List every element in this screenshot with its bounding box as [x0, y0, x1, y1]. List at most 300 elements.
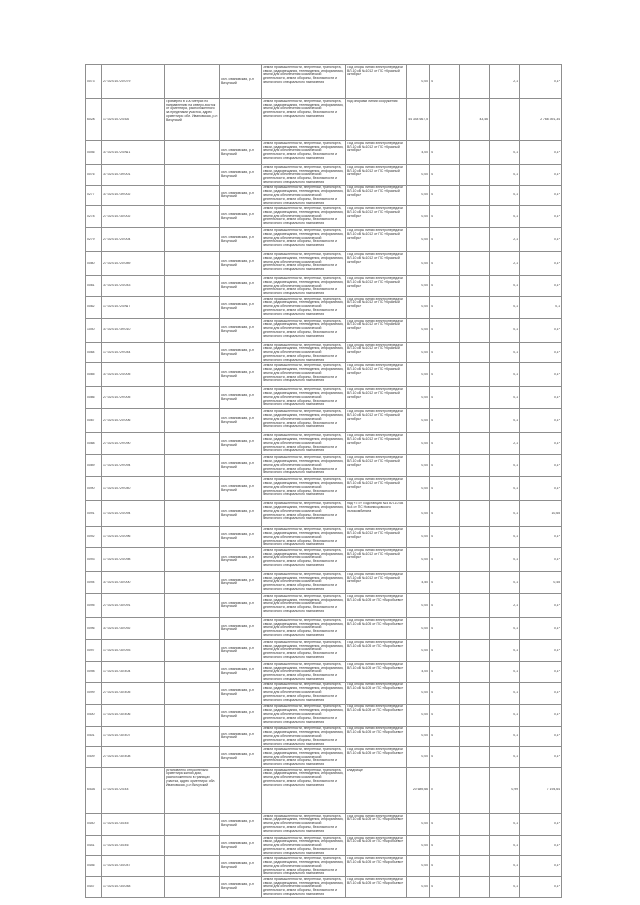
cell-amount-value: 7 194,64: [520, 767, 562, 813]
cell-row-id: 0091: [86, 501, 102, 527]
table-row: [86, 571, 562, 593]
cell-rate-value: 0,1: [490, 276, 520, 297]
cell-rate-value: 0,1: [490, 409, 520, 433]
cell-address-note: [165, 296, 220, 318]
cell-location: обл. Ивановская, р-н Вичугский: [220, 527, 262, 548]
cell-address-note: [165, 455, 220, 477]
cell-rate-value: 2,1: [490, 593, 520, 617]
cell-rate-value: 0,1: [490, 342, 520, 363]
cell-value-3: [460, 228, 490, 252]
cell-location: обл. Ивановская, р-н Вичугский: [220, 639, 262, 661]
cell-land-category: Земли промышленности, энергетики, транспорта, связи, радиовещания, телевидения, информатики, земли для обеспечения космической деятельности, земли обороны, безопасности и земли иного специального назначения: [262, 276, 346, 297]
cell-location: обл. Ивановская, р-н Вичугский: [220, 876, 262, 897]
cell-value-3: [460, 639, 490, 661]
table-row: [86, 501, 562, 527]
table-row: [86, 856, 562, 877]
cell-area-value: 0,00: [407, 639, 430, 661]
table-row: [86, 639, 562, 661]
cell-unit-value: 4: [430, 477, 460, 501]
cell-rate-value: 0,1: [490, 455, 520, 477]
table-row: [86, 661, 562, 682]
cell-area-value: 0,00: [407, 65, 430, 99]
cell-permitted-use: Под опоры линии электропередачи ВЛ-10 кВ №1012 от ПС «Красный октябрь»: [346, 141, 407, 165]
cell-rate-value: 0,1: [490, 876, 520, 897]
cell-address-note: [165, 639, 220, 661]
cell-amount-value: 0,1*: [520, 409, 562, 433]
cell-amount-value: 0,1*: [520, 363, 562, 387]
cell-rate-value: 0,1: [490, 477, 520, 501]
cell-value-3: [460, 856, 490, 877]
cell-permitted-use: Под опоры линии электропередачи ВЛ-10 кВ №1012 от ПС «Красный октябрь»: [346, 527, 407, 548]
cell-rate-value: 0,1: [490, 206, 520, 228]
cell-location: обл. Ивановская, р-н Вичугский: [220, 593, 262, 617]
cell-amount-value: 0,45: [520, 571, 562, 593]
cell-unit-value: 4: [430, 835, 460, 856]
table-row: [86, 547, 562, 571]
cell-location: обл. Ивановская, р-н Вичугский: [220, 571, 262, 593]
cell-address-note: [165, 547, 220, 571]
cell-row-id: 0087: [86, 409, 102, 433]
cell-row-id: 0084: [86, 342, 102, 363]
cell-amount-value: 0,1*: [520, 661, 562, 682]
table-row: [86, 813, 562, 835]
land-parcels-table: [85, 64, 562, 898]
cell-land-category: Земли промышленности, энергетики, транспорта, связи, радиовещания, телевидения, информатики, земли для обеспечения космической деятельности, земли обороны, безопасности и земли иного специального назначения: [262, 228, 346, 252]
table-body: [86, 65, 562, 898]
cell-permitted-use: Под опоры линии электропередачи ВЛ-10 кВ №1012 от ПС «Красный октябрь»: [346, 571, 407, 593]
cell-value-3: [460, 455, 490, 477]
cell-row-id: 0277: [86, 185, 102, 206]
cell-location: обл. Ивановская, р-н Вичугский: [220, 835, 262, 856]
table-row: [86, 185, 562, 206]
table-row: [86, 296, 562, 318]
cell-rate-value: [490, 99, 520, 141]
cell-area-value: 0,00: [407, 165, 430, 186]
cell-amount-value: 0,1*: [520, 65, 562, 99]
table-row: [86, 165, 562, 186]
cell-rate-value: 0,1: [490, 639, 520, 661]
cell-cadastral-number: 27:02:010729:090: [102, 433, 165, 455]
cell-unit-value: 4: [430, 617, 460, 639]
cell-rate-value: 0,1: [490, 185, 520, 206]
cell-row-id: 0085: [86, 363, 102, 387]
cell-row-id: 0401: [86, 726, 102, 747]
cell-value-3: [460, 527, 490, 548]
table-row: [86, 767, 562, 813]
cell-row-id: 0447: [86, 876, 102, 897]
cell-row-id: 0092: [86, 527, 102, 548]
cell-unit-value: 4: [430, 813, 460, 835]
cell-rate-value: 0,1: [490, 856, 520, 877]
cell-address-note: [165, 527, 220, 548]
cell-cadastral-number: 17:02:010724:098: [102, 547, 165, 571]
cell-land-category: Земли промышленности, энергетики, транспорта, связи, радиовещания, телевидения, информатики, земли для обеспечения космической деятельности, земли обороны, безопасности и земли иного специального назначения: [262, 547, 346, 571]
cell-rate-value: 2,1: [490, 228, 520, 252]
cell-area-value: 0,00: [407, 342, 430, 363]
cell-area-value: 4,50: [407, 571, 430, 593]
cell-location: [220, 767, 262, 813]
cell-unit-value: 4: [430, 704, 460, 726]
cell-location: обл. Ивановская, р-н Вичугский: [220, 228, 262, 252]
cell-location: обл. Ивановская, р-н Вичугский: [220, 813, 262, 835]
cell-value-3: [460, 65, 490, 99]
cell-address-note: Примерно в 100 метрах по направлению на северо-восток от ориентира, расположенного за пределами участка, адрес ориентира: обл. Ивановская, р-н Вичугский: [165, 99, 220, 141]
cell-permitted-use: Под опоры линии электропередачи ВЛ-10 кВ №1012 от ПС «Красный октябрь»: [346, 185, 407, 206]
cell-permitted-use: Под опоры линии электропередачи ВЛ-10 кВ №1012 от ПС «Красный октябрь»: [346, 65, 407, 99]
cell-unit-value: 4: [430, 342, 460, 363]
cell-cadastral-number: 27:02:010720:006: [102, 409, 165, 433]
cell-location: обл. Ивановская, р-н Вичугский: [220, 276, 262, 297]
cell-unit-value: 4: [430, 639, 460, 661]
cell-cadastral-number: 27:02:010720:004: [102, 228, 165, 252]
cell-address-note: [165, 661, 220, 682]
cell-unit-value: 4: [430, 65, 460, 99]
cell-address-note: [165, 228, 220, 252]
cell-address-note: [165, 571, 220, 593]
cell-area-value: 0,00: [407, 617, 430, 639]
cell-address-note: [165, 682, 220, 704]
cell-amount-value: 0,1*: [520, 682, 562, 704]
cell-address-note: [165, 835, 220, 856]
cell-cadastral-number: 17:02:010734:46: [102, 835, 165, 856]
table-row: [86, 276, 562, 297]
cell-land-category: Земли промышленности, энергетики, транспорта, связи, радиовещания, телевидения, информатики, земли для обеспечения космической деятельности, земли обороны, безопасности и земли иного специального назначения: [262, 296, 346, 318]
cell-rate-value: 2,1: [490, 252, 520, 276]
table-row: [86, 206, 562, 228]
cell-land-category: Земли промышленности, энергетики, транспорта, связи, радиовещания, телевидения, информатики, земли для обеспечения космической деятельности, земли обороны, безопасности и земли иного специального назначения: [262, 252, 346, 276]
cell-permitted-use: Под опоры линии электропередачи ВЛ-10 кВ №1012 от ПС «Красный октябрь»: [346, 433, 407, 455]
cell-cadastral-number: 17:02:010730:407: [102, 726, 165, 747]
cell-address-note: [165, 433, 220, 455]
cell-address-note: [165, 747, 220, 768]
table-row: [86, 682, 562, 704]
cell-rate-value: 0,1: [490, 835, 520, 856]
cell-location: обл. Ивановская, р-н Вичугский: [220, 363, 262, 387]
cell-area-value: 0,00: [407, 318, 430, 342]
cell-unit-value: 4: [430, 501, 460, 527]
cell-land-category: Земли промышленности, энергетики, транспорта, связи, радиовещания, телевидения, информатики, земли для обеспечения космической деятельности, земли обороны, безопасности и земли иного специального назначения: [262, 318, 346, 342]
cell-amount-value: 0,1*: [520, 856, 562, 877]
cell-unit-value: 4: [430, 856, 460, 877]
cell-row-id: 0082: [86, 296, 102, 318]
cell-amount-value: 0,1*: [520, 318, 562, 342]
cell-permitted-use: Под опоры линии электропередачи ВЛ-10 кВ №105 от ПС «Воробьево»: [346, 747, 407, 768]
cell-address-note: [165, 185, 220, 206]
cell-cadastral-number: 17:02:010729:044: [102, 342, 165, 363]
cell-land-category: Земли промышленности, энергетики, транспорта, связи, радиовещания, телевидения, информатики, земли для обеспечения космической деятельности, земли обороны, безопасности и земли иного специального назначения: [262, 813, 346, 835]
cell-rate-value: 0,1: [490, 318, 520, 342]
cell-permitted-use: Под опоры линии электропередачи ВЛ-10 кВ №105 от ПС «Воробьево»: [346, 726, 407, 747]
cell-location: обл. Ивановская, р-н Вичугский: [220, 477, 262, 501]
cell-cadastral-number: 27:02:010730:002: [102, 206, 165, 228]
cell-land-category: Земли промышленности, энергетики, транспорта, связи, радиовещания, телевидения, информатики, земли для обеспечения космической деятельности, земли обороны, безопасности и земли иного специального назначения: [262, 387, 346, 409]
cell-row-id: 602a: [86, 99, 102, 141]
cell-land-category: Земли промышленности, энергетики, транспорта, связи, радиовещания, телевидения, информатики, земли для обеспечения космической деятельности, земли обороны, безопасности и земли иного специального назначения: [262, 704, 346, 726]
cell-row-id: 0279: [86, 228, 102, 252]
cell-row-id: 640A: [86, 767, 102, 813]
table-row: [86, 141, 562, 165]
cell-row-id: 0081: [86, 276, 102, 297]
cell-row-id: 0409: [86, 747, 102, 768]
table-row: [86, 387, 562, 409]
cell-location: обл. Ивановская, р-н Вичугский: [220, 547, 262, 571]
cell-area-value: 20 689,66: [407, 767, 430, 813]
cell-permitted-use: Под опоры линии электропередачи ВЛ-10 кВ №1012 от ПС «Красный октябрь»: [346, 276, 407, 297]
cell-location: обл. Ивановская, р-н Вичугский: [220, 726, 262, 747]
cell-area-value: 0,00: [407, 593, 430, 617]
table-row: [86, 252, 562, 276]
cell-cadastral-number: 27:02:010720:089: [102, 252, 165, 276]
table-row: [86, 747, 562, 768]
table-row: [86, 318, 562, 342]
cell-cadastral-number: 17:02:010729:040: [102, 477, 165, 501]
cell-address-note: [165, 318, 220, 342]
cell-value-3: [460, 276, 490, 297]
cell-cadastral-number: 37:02:010739:001: [102, 165, 165, 186]
cell-address-note: [165, 342, 220, 363]
cell-location: обл. Ивановская, р-н Вичугский: [220, 617, 262, 639]
cell-amount-value: 0,1*: [520, 547, 562, 571]
cell-permitted-use: Под опоры линии электропередачи ВЛ-10 кВ №1012 от ПС «Красный октябрь»: [346, 296, 407, 318]
cell-value-3: [460, 813, 490, 835]
table-row: [86, 477, 562, 501]
cell-location: обл. Ивановская, р-н Вичугский: [220, 433, 262, 455]
cell-permitted-use: Под опоры линии электропередачи ВЛ-10 кВ №105 от ПС «Воробьево»: [346, 856, 407, 877]
cell-cadastral-number: 17:02:010729:094: [102, 455, 165, 477]
cell-permitted-use: Под опоры линии электропередачи ВЛ-10 кВ №105 от ПС «Воробьево»: [346, 661, 407, 682]
cell-rate-value: 0,1: [490, 813, 520, 835]
cell-cadastral-number: 27:02:010720:079: [102, 65, 165, 99]
cell-address-note: [165, 813, 220, 835]
cell-unit-value: 4: [430, 527, 460, 548]
cell-row-id: 0097: [86, 639, 102, 661]
cell-amount-value: 10,65: [520, 501, 562, 527]
cell-amount-value: 0,1*: [520, 141, 562, 165]
cell-rate-value: 0,1: [490, 387, 520, 409]
cell-location: обл. Ивановская, р-н Вичугский: [220, 409, 262, 433]
cell-address-note: [165, 617, 220, 639]
cell-value-3: [460, 252, 490, 276]
table-row: [86, 527, 562, 548]
cell-amount-value: 2 768 391,34: [520, 99, 562, 141]
cell-cadastral-number: 17:02:010730:404: [102, 661, 165, 682]
cell-unit-value: 0: [430, 767, 460, 813]
cell-cadastral-number: 37:02:010730:092: [102, 617, 165, 639]
cell-land-category: Земли промышленности, энергетики, транспорта, связи, радиовещания, телевидения, информатики, земли для обеспечения космической деятельности, земли обороны, безопасности и земли иного специального назначения: [262, 767, 346, 813]
cell-address-note: [165, 165, 220, 186]
cell-area-value: 0,00: [407, 876, 430, 897]
cell-unit-value: 4: [430, 363, 460, 387]
cell-unit-value: 4: [430, 141, 460, 165]
cell-rate-value: 0,1: [490, 617, 520, 639]
cell-permitted-use: Под опоры линии электропередачи ВЛ-10 кВ №1012 от ПС «Красный октябрь»: [346, 409, 407, 433]
cell-value-3: [460, 363, 490, 387]
cell-location: обл. Ивановская, р-н Вичугский: [220, 318, 262, 342]
cell-area-value: 0,00: [407, 747, 430, 768]
cell-row-id: 0440: [86, 813, 102, 835]
cell-amount-value: 0,1*: [520, 228, 562, 252]
cell-amount-value: 0,1*: [520, 876, 562, 897]
cell-area-value: 0,00: [407, 363, 430, 387]
cell-address-note: [165, 141, 220, 165]
cell-land-category: Земли промышленности, энергетики, транспорта, связи, радиовещания, телевидения, информатики, земли для обеспечения космической деятельности, земли обороны, безопасности и земли иного специального назначения: [262, 682, 346, 704]
cell-land-category: Земли промышленности, энергетики, транспорта, связи, радиовещания, телевидения, информатики, земли для обеспечения космической деятельности, земли обороны, безопасности и земли иного специального назначения: [262, 593, 346, 617]
cell-cadastral-number: 17:02:010724:№7: [102, 296, 165, 318]
cell-row-id: 1040: [86, 318, 102, 342]
cell-land-category: Земли промышленности, энергетики, транспорта, связи, радиовещания, телевидения, информатики, земли для обеспечения космической деятельности, земли обороны, безопасности и земли иного специального назначения: [262, 65, 346, 99]
cell-area-value: 0,00: [407, 296, 430, 318]
cell-value-3: [460, 547, 490, 571]
cell-land-category: Земли промышленности, энергетики, транспорта, связи, радиовещания, телевидения, информатики, земли для обеспечения космической деятельности, земли обороны, безопасности и земли иного специального назначения: [262, 99, 346, 141]
cell-value-3: [460, 387, 490, 409]
cell-unit-value: 4: [430, 318, 460, 342]
cell-amount-value: 0,1*: [520, 639, 562, 661]
cell-location: обл. Ивановская, р-н Вичугский: [220, 661, 262, 682]
cell-rate-value: 0,1: [490, 704, 520, 726]
cell-row-id: 0094: [86, 571, 102, 593]
cell-area-value: 0,00: [407, 185, 430, 206]
cell-location: обл. Ивановская, р-н Вичугский: [220, 65, 262, 99]
cell-amount-value: 0,1*: [520, 747, 562, 768]
cell-land-category: Земли промышленности, энергетики, транспорта, связи, радиовещания, телевидения, информатики, земли для обеспечения космической деятельности, земли обороны, безопасности и земли иного специального назначения: [262, 747, 346, 768]
cell-land-category: Земли промышленности, энергетики, транспорта, связи, радиовещания, телевидения, информатики, земли для обеспечения космической деятельности, земли обороны, безопасности и земли иного специального назначения: [262, 571, 346, 593]
cell-land-category: Земли промышленности, энергетики, транспорта, связи, радиовещания, телевидения, информатики, земли для обеспечения космической деятельности, земли обороны, безопасности и земли иного специального назначения: [262, 501, 346, 527]
cell-land-category: Земли промышленности, энергетики, транспорта, связи, радиовещания, телевидения, информатики, земли для обеспечения космической деятельности, земли обороны, безопасности и земли иного специального назначения: [262, 856, 346, 877]
cell-value-3: [460, 206, 490, 228]
cell-value-3: 43,46: [460, 99, 490, 141]
cell-rate-value: 0,1: [490, 165, 520, 186]
cell-area-value: 0,00: [407, 835, 430, 856]
cell-location: обл. Ивановская, р-н Вичугский: [220, 682, 262, 704]
cell-rate-value: 2,1: [490, 433, 520, 455]
cell-unit-value: 4: [430, 276, 460, 297]
cell-unit-value: 4: [430, 747, 460, 768]
cell-rate-value: 0,1: [490, 141, 520, 165]
cell-land-category: Земли промышленности, энергетики, транспорта, связи, радиовещания, телевидения, информатики, земли для обеспечения космической деятельности, земли обороны, безопасности и земли иного специального назначения: [262, 342, 346, 363]
land-parcels-table-wrap: [85, 64, 561, 898]
cell-row-id: 0446: [86, 856, 102, 877]
cell-land-category: Земли промышленности, энергетики, транспорта, связи, радиовещания, телевидения, информатики, земли для обеспечения космической деятельности, земли обороны, безопасности и земли иного специального назначения: [262, 661, 346, 682]
cell-amount-value: 0,1*: [520, 276, 562, 297]
table-row: [86, 726, 562, 747]
cell-value-3: [460, 296, 490, 318]
cell-rate-value: 2,1: [490, 65, 520, 99]
table-row: [86, 342, 562, 363]
cell-amount-value: 0,1*: [520, 477, 562, 501]
cell-permitted-use: Под опоры линии электропередачи ВЛ-10 кВ №105 от ПС «Воробьево»: [346, 639, 407, 661]
cell-land-category: Земли промышленности, энергетики, транспорта, связи, радиовещания, телевидения, информатики, земли для обеспечения космической деятельности, земли обороны, безопасности и земли иного специального назначения: [262, 726, 346, 747]
cell-amount-value: 0,1*: [520, 342, 562, 363]
cell-unit-value: 4: [430, 433, 460, 455]
cell-cadastral-number: 37:02:010730:000: [102, 571, 165, 593]
cell-row-id: 0076: [86, 165, 102, 186]
cell-rate-value: 0,1: [490, 747, 520, 768]
cell-permitted-use: Под опоры линии электропередачи ВЛ-10 кВ №105 от ПС «Воробьево»: [346, 617, 407, 639]
cell-amount-value: 0,1*: [520, 813, 562, 835]
table-row: [86, 228, 562, 252]
cell-value-3: [460, 704, 490, 726]
cell-amount-value: 0,1*: [520, 185, 562, 206]
cell-address-note: [165, 252, 220, 276]
cell-cadastral-number: 17:02:010724:096: [102, 527, 165, 548]
cell-area-value: 44 344 667,5: [407, 99, 430, 141]
cell-permitted-use: Под опоры линии электропередачи ВЛ-10 кВ №105 от ПС «Воробьево»: [346, 704, 407, 726]
cell-unit-value: 4: [430, 165, 460, 186]
cell-location: обл. Ивановская, р-н Вичугский: [220, 206, 262, 228]
cell-land-category: Земли промышленности, энергетики, транспорта, связи, радиовещания, телевидения, информатики, земли для обеспечения космической деятельности, земли обороны, безопасности и земли иного специального назначения: [262, 835, 346, 856]
cell-address-note: [165, 477, 220, 501]
cell-row-id: 0086: [86, 387, 102, 409]
cell-unit-value: 4: [430, 682, 460, 704]
cell-value-3: [460, 661, 490, 682]
cell-row-id: 0088: [86, 433, 102, 455]
cell-unit-value: 4: [430, 455, 460, 477]
cell-unit-value: 4: [430, 661, 460, 682]
cell-area-value: 0,00: [407, 276, 430, 297]
cell-permitted-use: Под опоры линии электропередачи ВЛ-10 кВ №1012 от ПС «Красный октябрь»: [346, 342, 407, 363]
table-row: [86, 433, 562, 455]
table-row: [86, 409, 562, 433]
cell-value-3: [460, 682, 490, 704]
cell-cadastral-number: 27:02:010730:091: [102, 593, 165, 617]
cell-value-3: [460, 433, 490, 455]
cell-permitted-use: Под опоры линии электропередачи ВЛ-10 кВ №1012 от ПС «Красный октябрь»: [346, 318, 407, 342]
cell-value-3: [460, 165, 490, 186]
cell-area-value: 0,00: [407, 206, 430, 228]
cell-permitted-use: Под опоры линии электропередачи ВЛ-10 кВ №1012 от ПС «Красный октябрь»: [346, 363, 407, 387]
cell-unit-value: 4: [430, 593, 460, 617]
cell-cadastral-number: 17:02:010724:5А: [102, 99, 165, 141]
cell-row-id: 0098: [86, 661, 102, 682]
cell-permitted-use: над «ТП» Подстанция №4 ВЛ-10 кВ №4 от ПС Новописцовского льнокомбината: [346, 501, 407, 527]
cell-value-3: [460, 501, 490, 527]
cell-amount-value: 0,1*: [520, 617, 562, 639]
cell-amount-value: 0,1*: [520, 527, 562, 548]
cell-permitted-use: Под опоры линии электропередачи ВЛ-10 кВ №105 от ПС «Воробьево»: [346, 593, 407, 617]
cell-address-note: [165, 856, 220, 877]
cell-unit-value: 4: [430, 296, 460, 318]
cell-land-category: Земли промышленности, энергетики, транспорта, связи, радиовещания, телевидения, информатики, земли для обеспечения космической деятельности, земли обороны, безопасности и земли иного специального назначения: [262, 363, 346, 387]
cell-unit-value: 4: [430, 571, 460, 593]
cell-row-id: 0073: [86, 65, 102, 99]
cell-value-3: [460, 767, 490, 813]
table-row: [86, 593, 562, 617]
cell-land-category: Земли промышленности, энергетики, транспорта, связи, радиовещания, телевидения, информатики, земли для обеспечения космической деятельности, земли обороны, безопасности и земли иного специального назначения: [262, 477, 346, 501]
cell-row-id: 0046: [86, 141, 102, 165]
cell-rate-value: 0,1: [490, 661, 520, 682]
cell-permitted-use: Под опоры линии электропередачи ВЛ-10 кВ №1012 от ПС «Красный октябрь»: [346, 206, 407, 228]
cell-cadastral-number: 37:02:010724:043: [102, 276, 165, 297]
cell-land-category: Земли промышленности, энергетики, транспорта, связи, радиовещания, телевидения, информатики, земли для обеспечения космической деятельности, земли обороны, безопасности и земли иного специального назначения: [262, 527, 346, 548]
cell-value-3: [460, 477, 490, 501]
cell-area-value: 0,00: [407, 527, 430, 548]
cell-address-note: [165, 276, 220, 297]
cell-address-note: [165, 726, 220, 747]
cell-cadastral-number: 27:02:010730:405: [102, 682, 165, 704]
cell-unit-value: 4: [430, 206, 460, 228]
cell-location: обл. Ивановская, р-н Вичугский: [220, 387, 262, 409]
cell-unit-value: 4: [430, 726, 460, 747]
cell-area-value: 0,00: [407, 813, 430, 835]
cell-permitted-use: Под опоры линии электропередачи ВЛ-10 кВ №1012 от ПС «Красный октябрь»: [346, 455, 407, 477]
table-row: [86, 835, 562, 856]
cell-permitted-use: Под опоры линии электропередачи ВЛ-10 кВ №1012 от ПС «Красный октябрь»: [346, 165, 407, 186]
cell-amount-value: 0,1*: [520, 252, 562, 276]
cell-address-note: установлено относительно ориентира жилой дом, расположенного в границах участка, адрес ориентира: обл. Ивановская, р-н Вичугский: [165, 767, 220, 813]
cell-land-category: Земли промышленности, энергетики, транспорта, связи, радиовещания, телевидения, информатики, земли для обеспечения космической деятельности, земли обороны, безопасности и земли иного специального назначения: [262, 165, 346, 186]
cell-address-note: [165, 65, 220, 99]
cell-value-3: [460, 747, 490, 768]
